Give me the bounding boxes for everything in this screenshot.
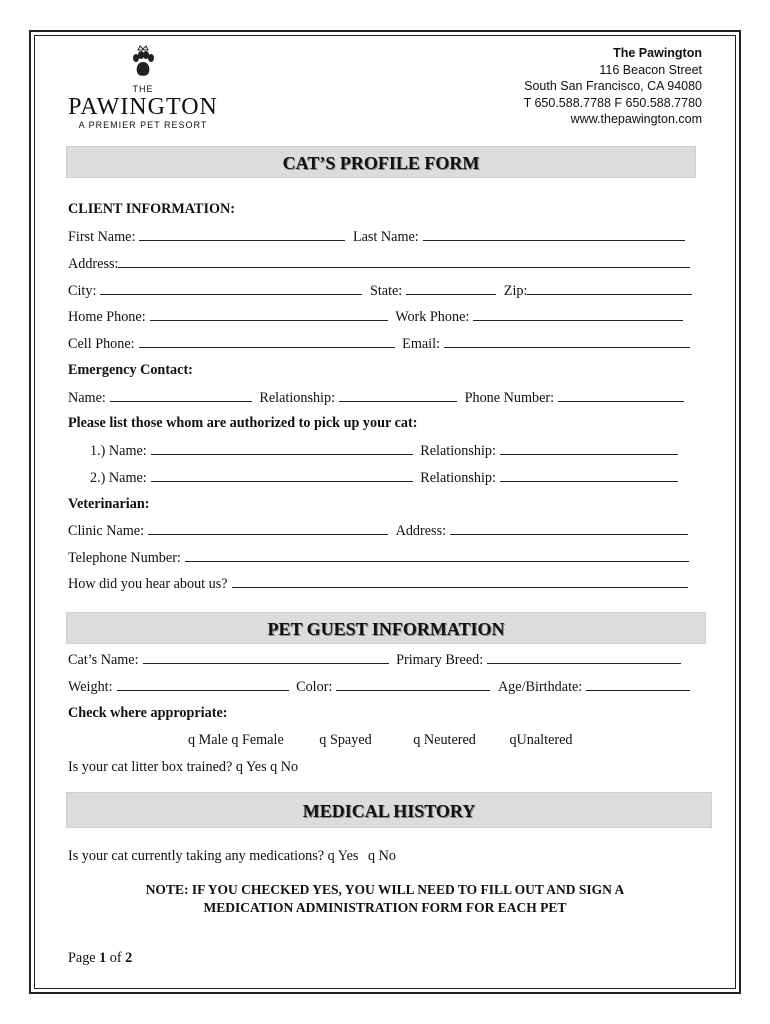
emergency-name-field[interactable]: [110, 388, 252, 402]
work-phone-field[interactable]: [473, 307, 683, 321]
spayed-checkbox[interactable]: q Spayed: [319, 732, 372, 748]
pickup-1-number: 1.): [90, 443, 106, 459]
company-street: 116 Beacon Street: [599, 62, 702, 77]
check-heading: Check where appropriate:: [68, 705, 228, 721]
logo-name: PAWINGTON: [68, 94, 218, 120]
state-label: State:: [369, 283, 403, 299]
email-field[interactable]: [444, 334, 690, 348]
paw-crown-icon: [128, 44, 158, 80]
last-name-field[interactable]: [423, 227, 685, 241]
pickup-heading: Please list those whom are authorized to pick up your cat:: [68, 415, 418, 431]
emergency-phone-field[interactable]: [558, 388, 684, 402]
form-title: CAT’S PROFILE FORM: [66, 146, 696, 178]
client-heading: CLIENT INFORMATION:: [68, 201, 235, 217]
home-phone-field[interactable]: [150, 307, 388, 321]
emergency-name-label: Name:: [68, 390, 106, 406]
vet-telephone-label: Telephone Number:: [68, 550, 181, 566]
address-row: [68, 254, 694, 272]
zip-label: Zip:: [503, 283, 528, 299]
company-name: The Pawington: [613, 46, 702, 60]
neutered-checkbox[interactable]: q Neutered: [413, 732, 476, 748]
emergency-relationship-label: Relationship:: [259, 390, 336, 406]
emergency-heading: Emergency Contact:: [68, 362, 193, 378]
unaltered-checkbox[interactable]: qUnaltered: [509, 732, 573, 748]
medications-question: Is your cat currently taking any medications?: [68, 848, 325, 864]
logo-tagline: A PREMIER PET RESORT: [78, 120, 208, 130]
breed-label: Primary Breed:: [396, 652, 484, 668]
age-label: Age/Birthdate:: [497, 679, 583, 695]
cat-name-field[interactable]: [143, 650, 389, 664]
pickup-2-name-label: Name:: [108, 470, 147, 486]
first-name-field[interactable]: [139, 227, 345, 241]
medical-history-section-title: MEDICAL HISTORY: [66, 792, 712, 828]
age-field[interactable]: [586, 677, 690, 691]
page-number: [68, 949, 132, 967]
cell-phone-field[interactable]: [139, 334, 395, 348]
pawington-logo: [58, 44, 228, 130]
litter-row: [68, 758, 298, 776]
pickup-2-name-field[interactable]: [151, 468, 413, 482]
work-phone-label: Work Phone:: [395, 309, 470, 325]
home-phone-label: Home Phone:: [68, 309, 146, 325]
zip-field[interactable]: [527, 281, 692, 295]
page-of: of: [109, 950, 122, 966]
clinic-row: [68, 521, 692, 539]
logo-the: THE: [132, 84, 154, 94]
pickup-1-name-label: Name:: [108, 443, 147, 459]
email-label: Email:: [402, 336, 440, 352]
checkbox-row: [188, 731, 572, 749]
city-label: City:: [68, 283, 97, 299]
color-label: Color:: [296, 679, 333, 695]
cat-name-label: Cat’s Name:: [68, 652, 139, 668]
emergency-relationship-field[interactable]: [339, 388, 457, 402]
weight-row: [68, 677, 694, 695]
vet-phone-row: [68, 548, 693, 566]
color-field[interactable]: [336, 677, 490, 691]
litter-yes-checkbox[interactable]: q Yes: [235, 759, 267, 775]
pickup-1-relationship-label: Relationship:: [420, 443, 496, 459]
phone-row: [68, 307, 687, 325]
referral-row: [68, 574, 692, 592]
company-phone: T 650.588.7788 F 650.588.7780: [523, 95, 702, 110]
medications-row: [68, 847, 396, 865]
pickup-row-1: [90, 441, 682, 459]
medications-yes-checkbox[interactable]: q Yes: [327, 848, 359, 864]
city-row: [68, 281, 696, 299]
clinic-address-label: Address:: [395, 523, 447, 539]
page-current: 1: [99, 950, 107, 966]
name-row: [68, 227, 689, 245]
breed-field[interactable]: [487, 650, 681, 664]
state-field[interactable]: [406, 281, 496, 295]
weight-field[interactable]: [117, 677, 289, 691]
page-total: 2: [125, 950, 133, 966]
cell-phone-label: Cell Phone:: [68, 336, 135, 352]
pet-guest-section-title: PET GUEST INFORMATION: [66, 612, 706, 644]
pickup-1-relationship-field[interactable]: [500, 441, 678, 455]
company-city: South San Francisco, CA 94080: [524, 79, 702, 93]
first-name-label: First Name:: [68, 229, 136, 245]
male-checkbox[interactable]: q Male: [188, 732, 228, 748]
litter-no-checkbox[interactable]: q No: [270, 759, 299, 775]
referral-label: How did you hear about us?: [68, 576, 228, 592]
address-label: Address:: [68, 256, 119, 272]
clinic-name-label: Clinic Name:: [68, 523, 145, 539]
pickup-2-relationship-field[interactable]: [500, 468, 678, 482]
address-field[interactable]: [118, 254, 690, 268]
page-label: Page: [68, 950, 96, 966]
pickup-2-relationship-label: Relationship:: [420, 470, 496, 486]
cell-row: [68, 334, 694, 352]
pickup-2-number: 2.): [90, 470, 106, 486]
vet-telephone-field[interactable]: [185, 548, 689, 562]
emergency-phone-label: Phone Number:: [464, 390, 555, 406]
last-name-label: Last Name:: [352, 229, 419, 245]
medication-note-line-1: NOTE: IF YOU CHECKED YES, YOU WILL NEED TO FILL OUT AND SIGN A: [145, 882, 625, 897]
female-checkbox[interactable]: q Female: [231, 732, 284, 748]
pickup-row-2: [90, 468, 682, 486]
clinic-address-field[interactable]: [450, 521, 688, 535]
company-website: www.thepawington.com: [570, 112, 702, 126]
litter-question: Is your cat litter box trained?: [68, 759, 233, 775]
company-address-block: [524, 45, 702, 128]
referral-field[interactable]: [232, 574, 688, 588]
vet-heading: Veterinarian:: [68, 496, 150, 512]
medications-no-checkbox[interactable]: q No: [367, 848, 396, 864]
weight-label: Weight:: [68, 679, 113, 695]
cat-name-row: [68, 650, 685, 668]
emergency-row: [68, 388, 688, 406]
clinic-name-field[interactable]: [148, 521, 388, 535]
pickup-1-name-field[interactable]: [151, 441, 413, 455]
medication-note-line-2: MEDICATION ADMINISTRATION FORM FOR EACH PET: [203, 900, 567, 915]
city-field[interactable]: [100, 281, 362, 295]
